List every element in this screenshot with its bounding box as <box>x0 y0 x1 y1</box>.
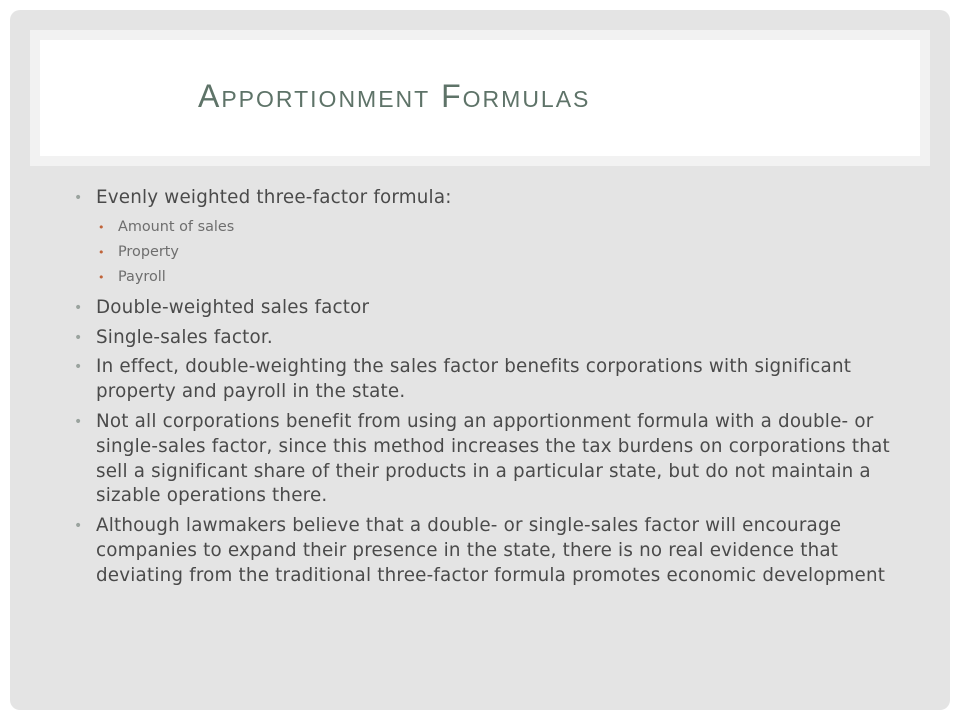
bullet-text: Double-weighted sales factor <box>96 296 370 318</box>
bullet-dot-icon: • <box>74 329 83 346</box>
bullet-dot-icon: • <box>74 518 83 535</box>
title-band <box>30 30 930 166</box>
title-box <box>40 40 920 156</box>
bullet-text: Not all corporations benefit from using an apportionment formula with a double- or single-sales factor, since this method increases the tax burdens on corporations that sell a significant share of their products in a particular state, but do not maintain a sizable operations there. <box>96 410 890 507</box>
bullet-item <box>10 296 906 321</box>
sub-bullet-item <box>10 215 910 240</box>
sub-bullet-dot-icon: • <box>98 245 105 259</box>
sub-bullet-item <box>10 240 910 265</box>
bullet-list <box>10 186 910 594</box>
bullet-item <box>10 326 906 351</box>
bullet-item <box>10 355 906 405</box>
bullet-item <box>10 410 906 509</box>
bullet-dot-icon: • <box>74 359 83 376</box>
slide-title <box>198 76 920 119</box>
title-first-cap: A <box>198 78 222 114</box>
sub-bullet-item <box>10 265 910 290</box>
title-second-rest: ORMULAS <box>462 86 591 112</box>
bullet-dot-icon: • <box>74 190 83 206</box>
bullet-text: Evenly weighted three-factor formula: <box>96 187 452 208</box>
sub-bullet-text: Amount of sales <box>118 218 235 235</box>
bullet-item <box>10 186 906 211</box>
slide <box>10 10 950 710</box>
sub-bullet-list <box>10 215 910 290</box>
sub-bullet-dot-icon: • <box>98 270 105 284</box>
title-second-cap: F <box>441 78 463 114</box>
bullet-text: In effect, double-weighting the sales factor benefits corporations with significant property and payroll in the state. <box>96 356 852 403</box>
bullet-dot-icon: • <box>74 299 83 316</box>
bullet-text: Although lawmakers believe that a double- or single-sales factor will encourage companies to expand their presence in the state, there is no real evidence that deviating from the traditional three-factor formula promotes economic development <box>96 515 886 586</box>
bullet-dot-icon: • <box>74 413 83 430</box>
bullet-text: Single-sales factor. <box>96 326 273 348</box>
bullet-item <box>10 514 906 588</box>
sub-bullet-dot-icon: • <box>98 220 105 234</box>
title-first-rest: PPORTIONMENT <box>221 86 431 112</box>
sub-bullet-text: Payroll <box>118 268 166 285</box>
sub-bullet-text: Property <box>118 243 179 260</box>
